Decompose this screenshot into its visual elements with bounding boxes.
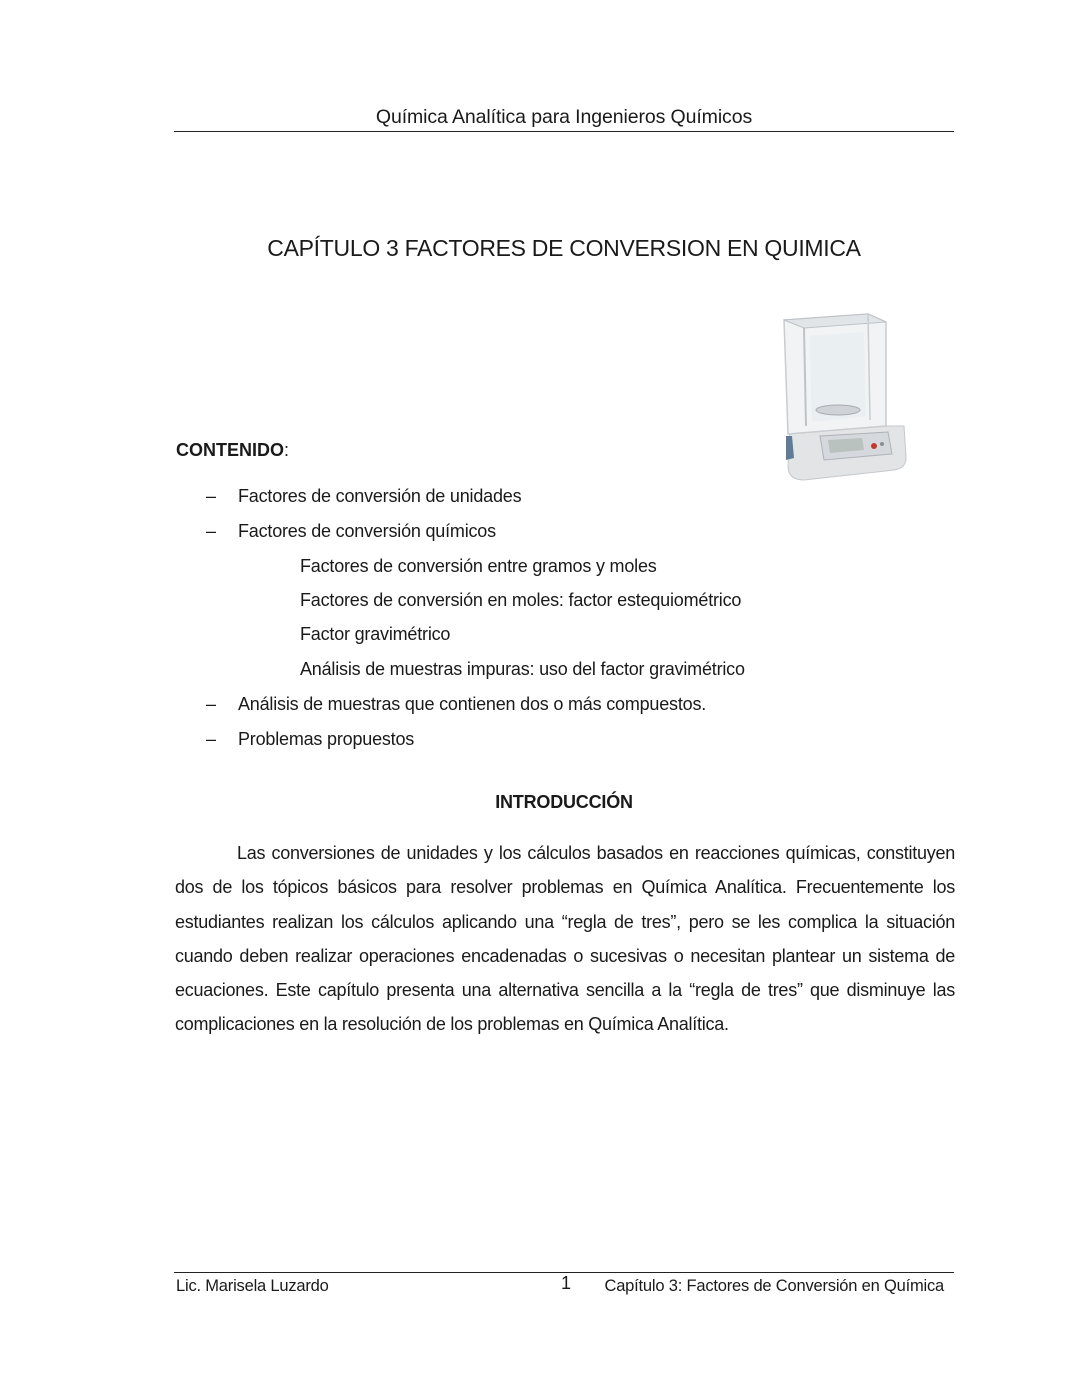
contents-heading: CONTENIDO: — [176, 440, 290, 460]
dash-bullet: – — [206, 486, 216, 506]
introduction-heading: INTRODUCCIÓN — [495, 792, 633, 812]
footer-author: Lic. Marisela Luzardo — [176, 1277, 329, 1295]
dash-bullet: – — [206, 694, 216, 714]
dash-bullet: – — [206, 729, 216, 749]
dash-bullet: – — [206, 521, 216, 541]
introduction-paragraph: Las conversiones de unidades y los cálculos basados en reacciones químicas, constituyen dos de los tópicos básicos para resolver problemas en Química Analítica. Frecuentemente los estudiantes realizan los cálculos aplicando una “regla de tres”, pero se les complica la situación cuando deben realizar operaciones encadenadas o sucesivas o necesitan plantear un sistema de ecuaciones. Este capítulo presenta una alternativa sencilla a la “regla de tres” que disminuye las complicaciones en la resolución de los problemas en Química Analítica. — [175, 843, 955, 1035]
page-number: 1 — [560, 1273, 571, 1293]
chapter-title: CAPÍTULO 3 FACTORES DE CONVERSION EN QUIMICA — [267, 235, 861, 261]
footer-chapter-label: Capítulo 3: Factores de Conversión en Química — [604, 1277, 944, 1295]
running-header: Química Analítica para Ingenieros Químicos — [375, 106, 753, 128]
analytical-balance-icon — [776, 308, 912, 490]
header-divider — [174, 131, 954, 132]
